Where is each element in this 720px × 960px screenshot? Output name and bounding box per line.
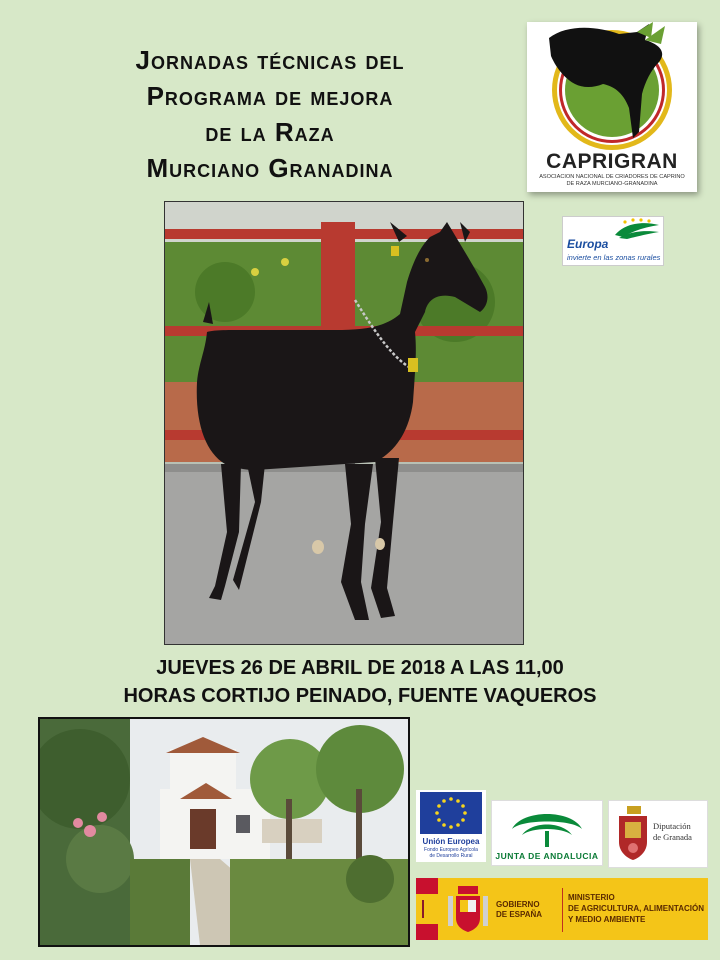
granada-shield-icon <box>613 804 653 864</box>
poster-title <box>40 42 500 186</box>
caprigran-emblem-icon <box>527 22 697 152</box>
gobierno-name: GOBIERNO DE ESPAÑA <box>496 900 543 919</box>
caprigran-logo <box>527 22 697 192</box>
junta-andalucia-logo <box>491 800 603 866</box>
eu-flag-icon <box>420 792 482 834</box>
title-line-1: Jornadas técnicas del <box>135 45 405 75</box>
europa-title: Europa <box>567 237 609 251</box>
cortijo-image <box>40 719 408 945</box>
europa-stars-icon <box>563 217 663 239</box>
event-info <box>0 654 720 710</box>
title-line-2: Programa de mejora <box>146 81 394 111</box>
event-date-line: JUEVES 26 DE ABRIL DE 2018 A LAS 11,00 <box>156 657 564 679</box>
diputacion-name: Diputación de Granada <box>653 821 692 842</box>
diputacion-granada-logo <box>608 800 708 868</box>
goat-image <box>165 202 523 644</box>
spain-coat-of-arms-icon <box>444 884 492 934</box>
junta-name: JUNTA DE ANDALUCIA <box>495 851 599 861</box>
spain-flag-icon <box>416 878 438 940</box>
cortijo-photo <box>38 717 410 947</box>
goat-photo <box>164 201 524 645</box>
eu-name: Unión Europea <box>422 837 480 846</box>
caprigran-name: CAPRIGRAN <box>546 150 678 173</box>
europa-invierte-logo <box>562 216 664 266</box>
title-line-3: de la Raza <box>205 117 335 147</box>
gobierno-espana-logo <box>416 878 708 940</box>
gobierno-divider <box>562 888 563 932</box>
junta-emblem-icon <box>492 801 602 851</box>
union-europea-logo <box>416 790 486 862</box>
ministerio-name: MINISTERIO DE AGRICULTURA, ALIMENTACIÓN Y MEDIO AMBIENTE <box>568 893 704 924</box>
eu-fund: Fondo Europeo Agrícola de Desarrollo Rural <box>424 847 478 859</box>
europa-tagline: invierte en las zonas rurales <box>567 253 661 262</box>
event-location-line: HORAS CORTIJO PEINADO, FUENTE VAQUEROS <box>123 685 597 707</box>
title-line-4: Murciano Granadina <box>146 153 394 183</box>
caprigran-subtitle: ASOCIACION NACIONAL DE CRIADORES DE CAPRINO DE RAZA MURCIANO-GRANADINA <box>539 174 685 187</box>
